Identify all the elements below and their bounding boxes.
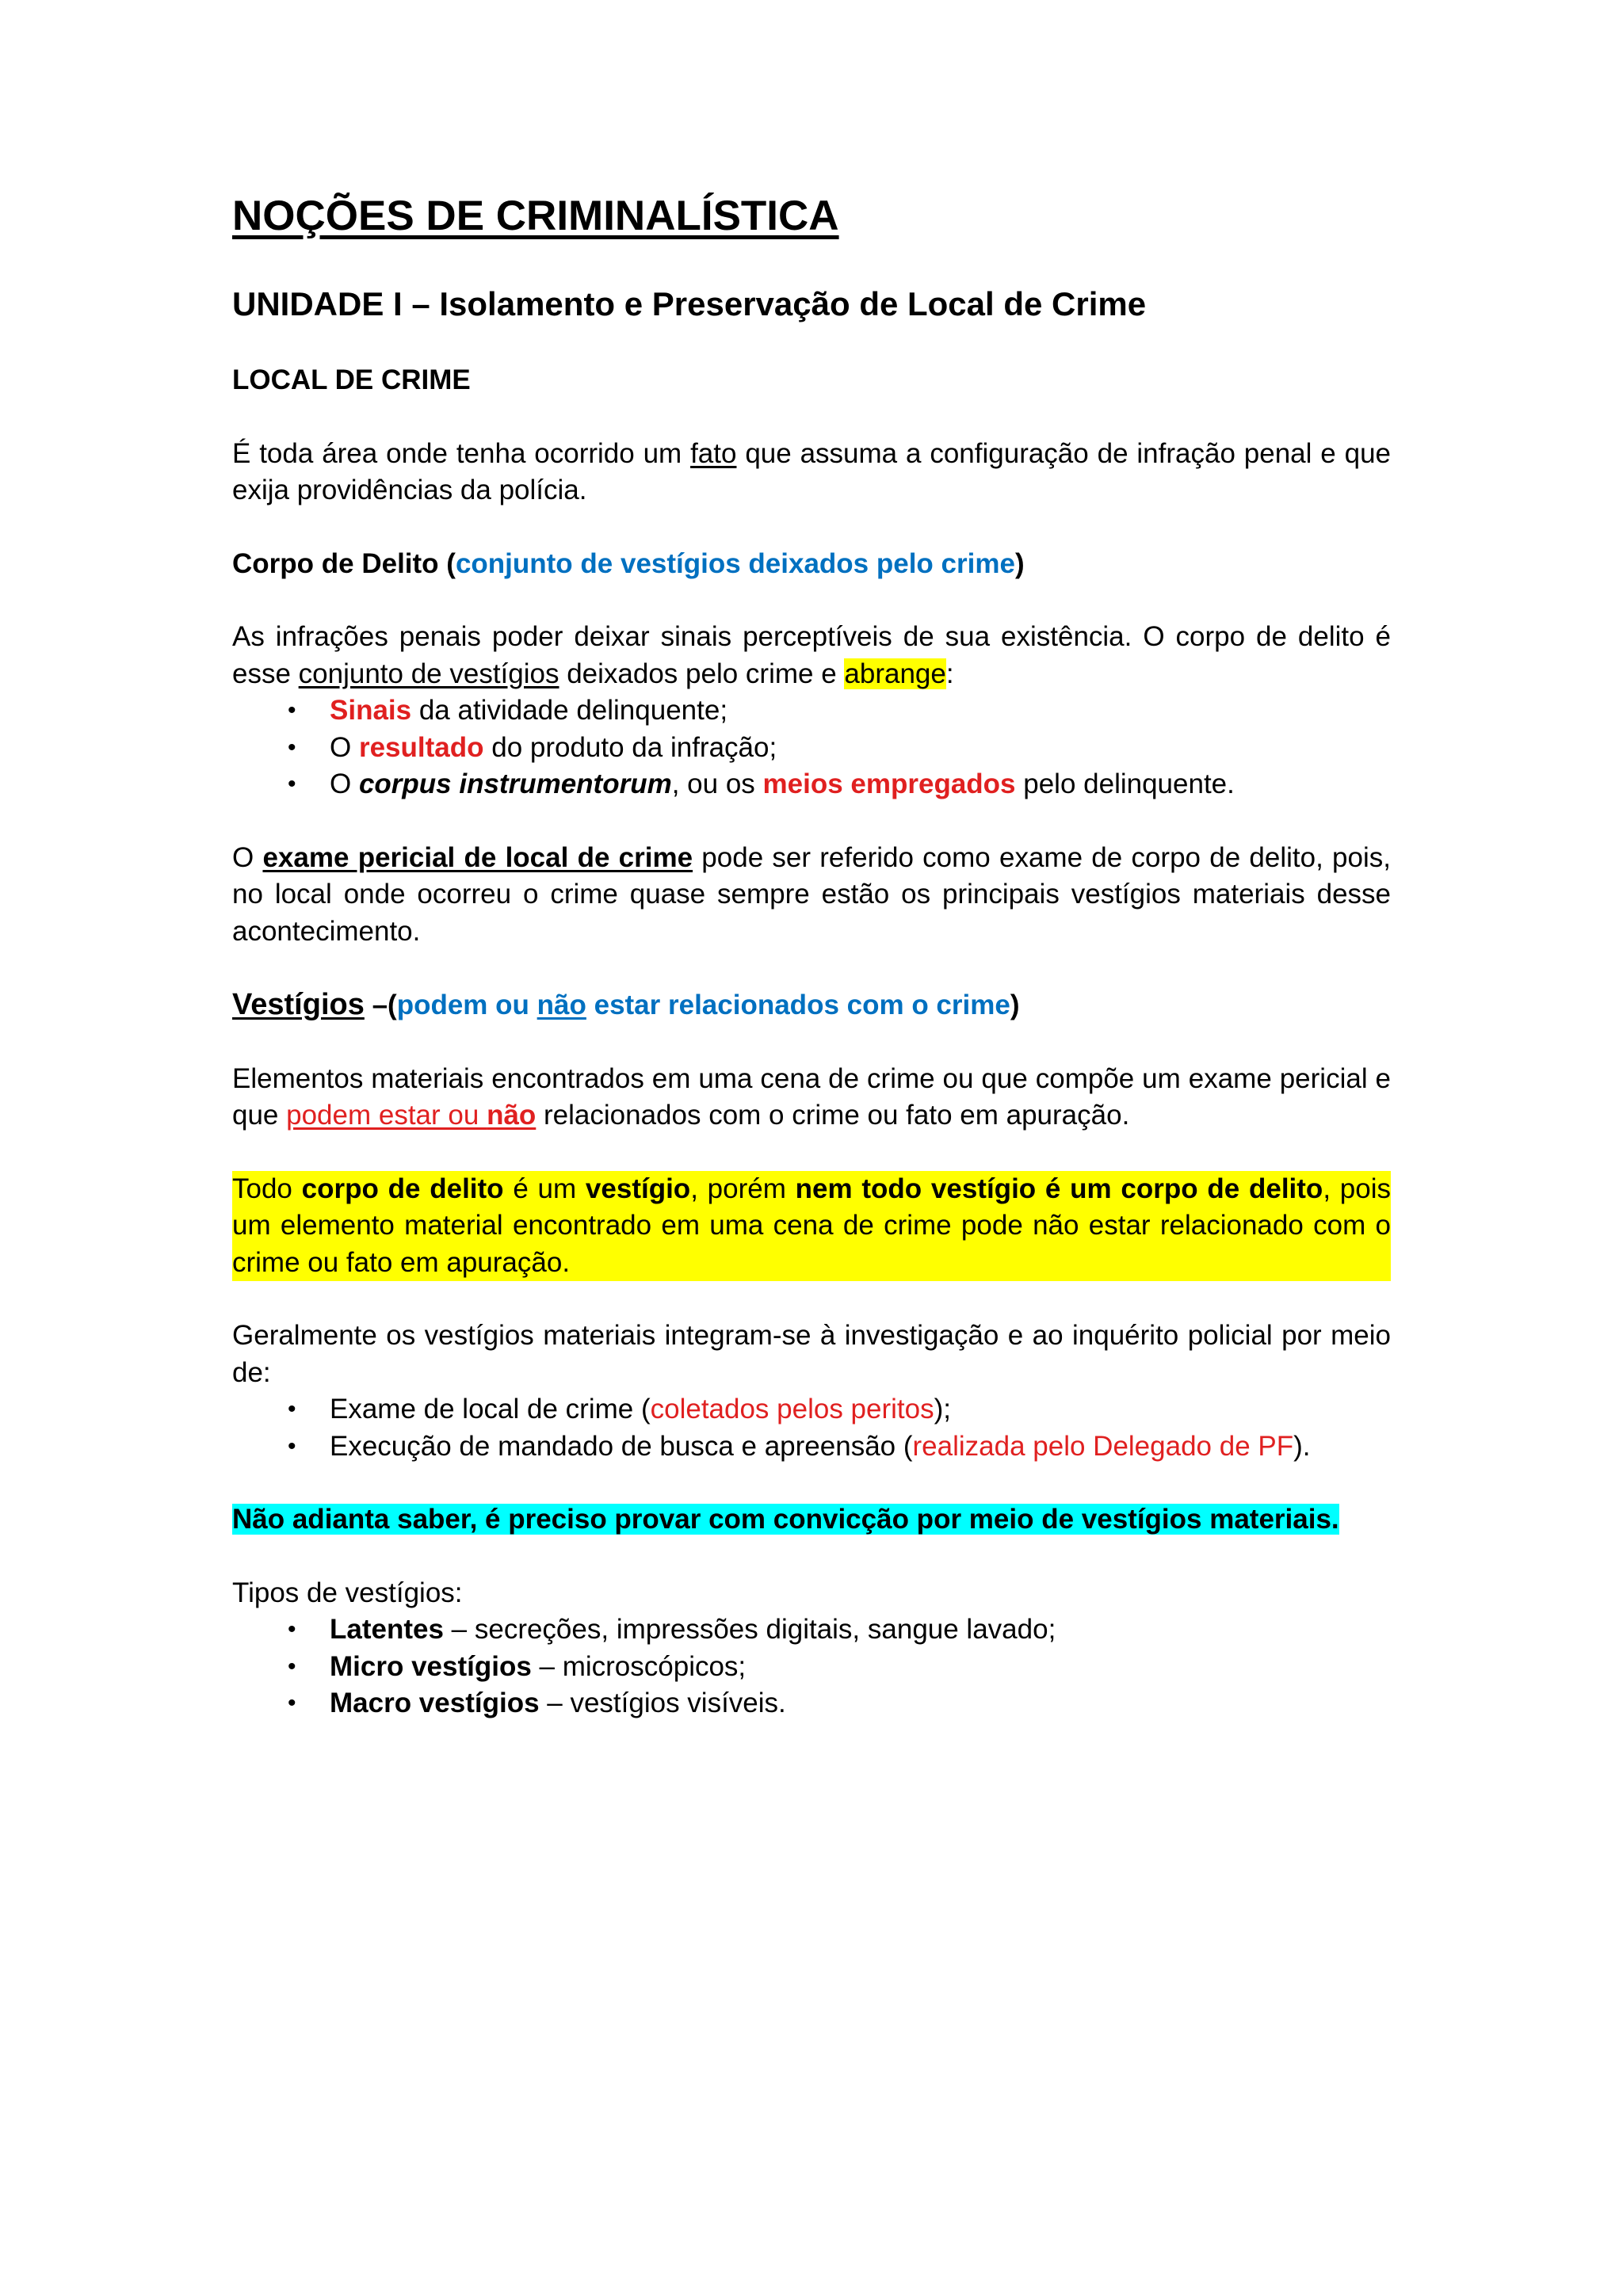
list-item: • O resultado do produto da infração;: [232, 730, 1391, 767]
bullet-icon: •: [288, 697, 296, 723]
list-item: • Execução de mandado de busca e apreensão (realizada pelo Delegado de PF).: [232, 1428, 1391, 1466]
list-item: • Sinais da atividade delinquente;: [232, 692, 1391, 730]
local-de-crime-paragraph: É toda área onde tenha ocorrido um fato que assuma a configuração de infração penal e que exija providências da polícia.: [232, 437, 1391, 505]
bullet-icon: •: [288, 771, 296, 797]
bullet-icon: •: [288, 1653, 296, 1680]
vestigios-heading: Vestígios –(podem ou não estar relacionados com o crime): [232, 988, 1020, 1021]
exame-pericial-paragraph: O exame pericial de local de crime pode ser referido como exame de corpo de delito, pois, no local onde ocorreu o crime quase sempre estão os principais vestígios materiais desse acontecimento.: [232, 841, 1391, 947]
list-item: • Micro vestígios – microscópicos;: [232, 1649, 1391, 1686]
bullet-icon: •: [288, 734, 296, 761]
unit-title: UNIDADE I – Isolamento e Preservação de Local de Crime: [232, 285, 1147, 322]
bullet-icon: •: [288, 1616, 296, 1642]
bullet-icon: •: [288, 1690, 296, 1716]
geralmente-list: [232, 1391, 1391, 1465]
corpo-de-delito-heading: Corpo de Delito (conjunto de vestígios deixados pelo crime): [232, 547, 1025, 579]
local-de-crime-heading: LOCAL DE CRIME: [232, 364, 471, 395]
vestigios-paragraph: Elementos materiais encontrados em uma cena de crime ou que compõe um exame pericial e que podem estar ou não relacionados com o crime ou fato em apuração.: [232, 1062, 1391, 1131]
nao-adianta-highlight: Não adianta saber, é preciso provar com convicção por meio de vestígios materiais.: [232, 1504, 1339, 1535]
document-body: [232, 189, 1391, 1722]
list-item: • Exame de local de crime (coletados pelos peritos);: [232, 1391, 1391, 1428]
tipos-de-vestigios-label: Tipos de vestígios:: [232, 1577, 463, 1608]
bullet-icon: •: [288, 1396, 296, 1422]
tipos-de-vestigios-list: [232, 1611, 1391, 1722]
list-item: • Macro vestígios – vestígios visíveis.: [232, 1685, 1391, 1722]
bullet-icon: •: [288, 1432, 296, 1459]
list-item: • O corpus instrumentorum, ou os meios empregados pelo delinquente.: [232, 766, 1391, 803]
todo-corpo-highlight-paragraph: Todo corpo de delito é um vestígio, porém nem todo vestígio é um corpo de delito, pois um elemento material encontrado em uma cena de crime pode não estar relacionado com o crime ou fato em apuração.: [232, 1171, 1391, 1282]
corpo-de-delito-list: [232, 692, 1391, 803]
list-item: • Latentes – secreções, impressões digitais, sangue lavado;: [232, 1611, 1391, 1649]
corpo-de-delito-paragraph: As infrações penais poder deixar sinais perceptíveis de sua existência. O corpo de delito é esse conjunto de vestígios deixados pelo crime e abrange:: [232, 621, 1391, 689]
geralmente-paragraph: Geralmente os vestígios materiais integram-se à investigação e ao inquérito policial por meio de:: [232, 1320, 1391, 1388]
document-title: NOÇÕES DE CRIMINALÍSTICA: [232, 193, 839, 239]
